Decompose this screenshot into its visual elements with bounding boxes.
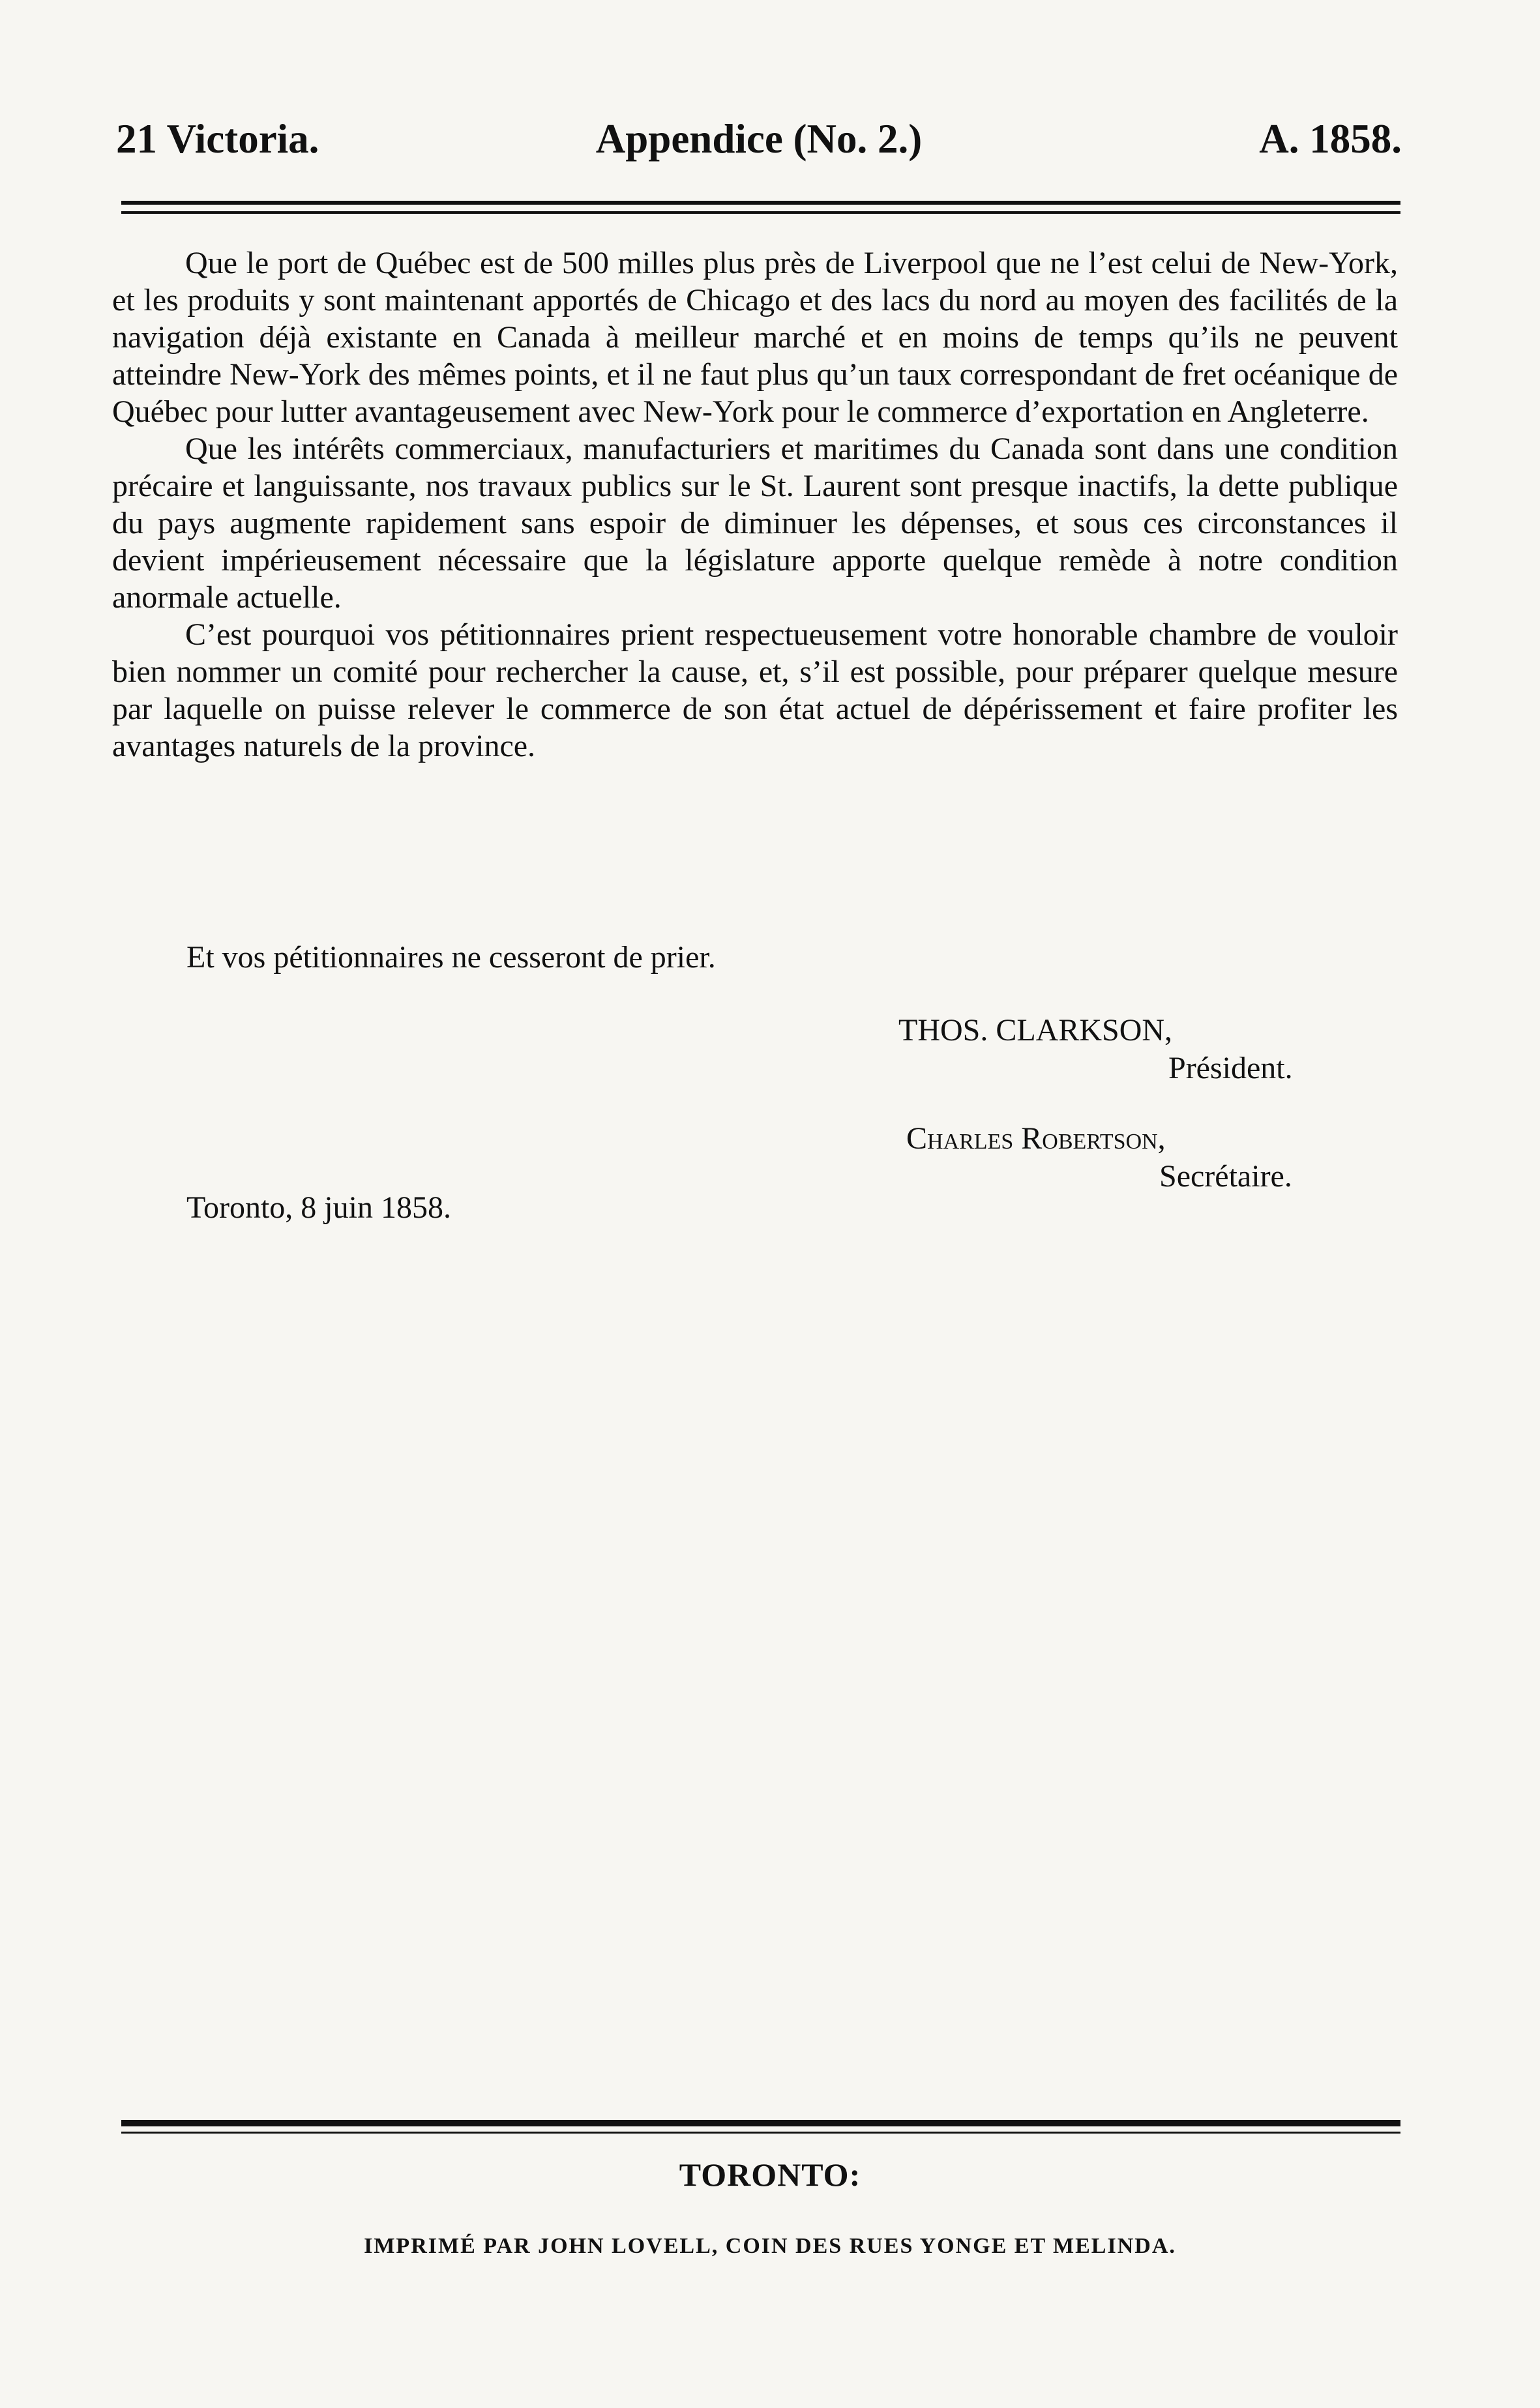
header-appendix-title: Appendice (No. 2.): [595, 116, 923, 162]
header-double-rule: [121, 201, 1400, 214]
running-header: [116, 110, 1402, 168]
header-session: 21 Victoria.: [116, 116, 319, 162]
signatory-title: Président.: [1168, 1051, 1293, 1085]
body-paragraph: C’est pourquoi vos pétitionnaires prient respectueusement votre honorable chambre de vouloir bien nommer un comité pour rechercher la cause, et, s’il est possible, pour préparer quelque mesure par laquelle on puisse relever le commerce de son état actuel de dépérissement et faire profiter les avantages naturels de la province.: [112, 617, 1398, 763]
closing-line: Et vos pétitionnaires ne cesseront de prier.: [186, 940, 716, 975]
place-and-date: Toronto, 8 juin 1858.: [186, 1190, 451, 1225]
imprint-printer: IMPRIMÉ PAR JOHN LOVELL, COIN DES RUES YONGE ET MELINDA.: [364, 2234, 1176, 2258]
body-paragraph: Que les intérêts commerciaux, manufacturiers et maritimes du Canada sont dans une condition précaire et languissante, nos travaux publics sur le St. Laurent sont presque inactifs, la dette publique du pays augmente rapidement sans espoir de diminuer les dépenses, et sous ces circonstances il devient impérieusement nécessaire que la législature apporte quelque remède à notre condition anormale actuelle.: [112, 432, 1398, 615]
signatory-name: Charles Robertson,: [906, 1121, 1166, 1156]
signatory-title: Secrétaire.: [1159, 1159, 1292, 1194]
footer-double-rule: [121, 2120, 1400, 2134]
body-paragraph: Que le port de Québec est de 500 milles plus près de Liverpool que ne l’est celui de New-York, et les produits y sont maintenant apportés de Chicago et des lacs du nord au moyen des facilités de la navigation déjà existante en Canada à meilleur marché et en moins de temps qu’ils ne peuvent atteindre New-York des mêmes points, et il ne faut plus qu’un taux correspondant de fret océanique de Québec pour lutter avantageusement avec New-York pour le commerce d’exportation en Angleterre.: [112, 246, 1398, 429]
signatory-name: THOS. CLARKSON,: [898, 1013, 1173, 1048]
imprint-city: TORONTO:: [679, 2156, 861, 2193]
header-year: A. 1858.: [1259, 116, 1402, 162]
petition-body: [112, 244, 1398, 765]
